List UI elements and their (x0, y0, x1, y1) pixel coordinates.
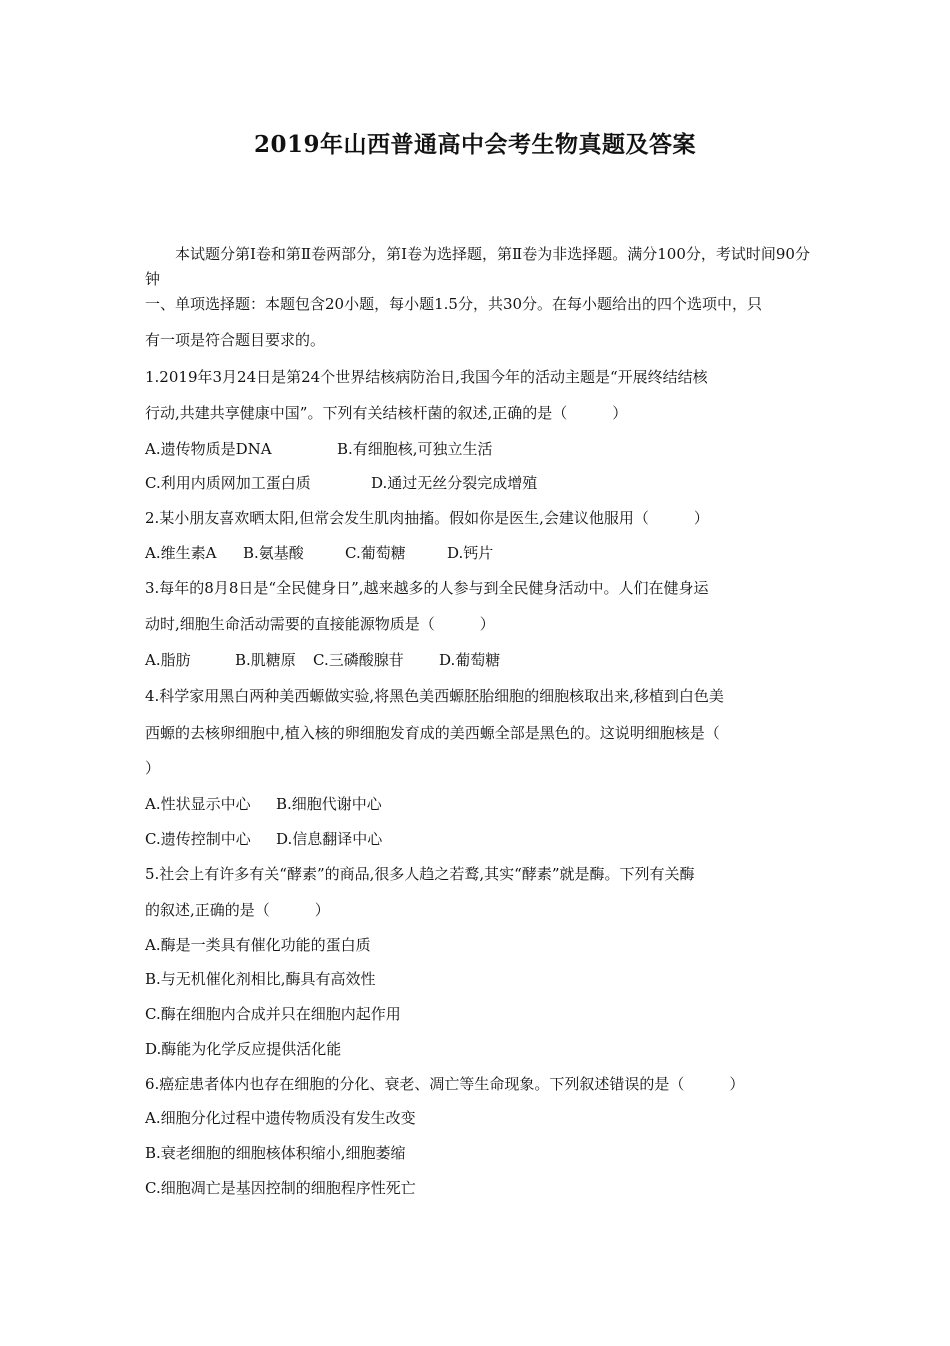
q4-option-d: D.信息翻译中心 (276, 830, 383, 848)
q1-option-a: A.遗传物质是DNA (145, 440, 272, 458)
q6-stem-line-1: 6.癌症患者体内也存在细胞的分化、衰老、凋亡等生命现象。下列叙述错误的是（ ） (145, 1075, 745, 1093)
q5-stem-line-2: 的叙述,正确的是（ ） (145, 901, 330, 919)
q3-option-d: D.葡萄糖 (439, 651, 501, 669)
q1-options-row-2 (145, 473, 815, 493)
q3-option-a: A.脂肪 (145, 651, 191, 669)
q4-option-b: B.细胞代谢中心 (276, 795, 382, 813)
q1-option-c: C.利用内质网加工蛋白质 (145, 474, 311, 492)
section-heading-line-2: 有一项是符合题目要求的。 (145, 331, 326, 349)
q3-option-c: C.三磷酸腺苷 (313, 651, 404, 669)
exam-instructions: 本试题分第Ⅰ卷和第Ⅱ卷两部分，第Ⅰ卷为选择题，第Ⅱ卷为非选择题。满分100分，考试时间90分钟 (145, 245, 810, 288)
section-heading-line-1: 一、单项选择题：本题包含20小题，每小题1.5分，共30分。在每小题给出的四个选项中，只 (145, 295, 763, 313)
page-title: 2019年山西普通高中会考生物真题及答案 (253, 131, 696, 158)
q4-option-c: C.遗传控制中心 (145, 830, 251, 848)
q6-option-a: A.细胞分化过程中遗传物质没有发生改变 (145, 1109, 416, 1127)
q4-options-row-2 (145, 829, 815, 849)
q4-stem-line-3: ） (145, 759, 161, 777)
q5-option-c: C.酶在细胞内合成并只在细胞内起作用 (145, 1005, 401, 1023)
q2-option-c: C.葡萄糖 (345, 544, 406, 562)
q5-stem-line-1: 5.社会上有许多有关“酵素”的商品,很多人趋之若鹜,其实“酵素”就是酶。下列有关酶 (145, 865, 695, 883)
q1-option-d: D.通过无丝分裂完成增殖 (371, 474, 538, 492)
q1-stem-line-2: 行动,共建共享健康中国”。下列有关结核杆菌的叙述,正确的是（ ） (145, 404, 628, 422)
q4-stem-line-2: 西螈的去核卵细胞中,植入核的卵细胞发育成的美西螈全部是黑色的。这说明细胞核是（ (145, 724, 720, 742)
q3-options-row (145, 650, 815, 670)
q6-option-b: B.衰老细胞的细胞核体积缩小,细胞萎缩 (145, 1144, 406, 1162)
q4-options-row-1 (145, 794, 815, 814)
q3-option-b: B.肌糖原 (235, 651, 296, 669)
q5-option-a: A.酶是一类具有催化功能的蛋白质 (145, 936, 371, 954)
q6-option-c: C.细胞凋亡是基因控制的细胞程序性死亡 (145, 1179, 416, 1197)
q3-stem-line-1: 3.每年的8月8日是“全民健身日”,越来越多的人参与到全民健身活动中。人们在健身运 (145, 579, 709, 597)
q1-option-b: B.有细胞核,可独立生活 (337, 440, 493, 458)
q2-option-a: A.维生素A (145, 544, 217, 562)
q2-stem-line-1: 2.某小朋友喜欢晒太阳,但常会发生肌肉抽搐。假如你是医生,会建议他服用（ ） (145, 509, 709, 527)
q4-stem-line-1: 4.科学家用黑白两种美西螈做实验,将黑色美西螈胚胎细胞的细胞核取出来,移植到白色美 (145, 687, 724, 705)
q2-option-d: D.钙片 (447, 544, 494, 562)
q2-options-row (145, 543, 815, 563)
q1-options-row-1 (145, 439, 815, 459)
q3-stem-line-2: 动时,细胞生命活动需要的直接能源物质是（ ） (145, 615, 495, 633)
q5-option-b: B.与无机催化剂相比,酶具有高效性 (145, 970, 376, 988)
q1-stem-line-1: 1.2019年3月24日是第24个世界结核病防治日,我国今年的活动主题是“开展终结结核 (145, 368, 708, 386)
q5-option-d: D.酶能为化学反应提供活化能 (145, 1040, 342, 1058)
q2-option-b: B.氨基酸 (243, 544, 304, 562)
q4-option-a: A.性状显示中心 (145, 795, 251, 813)
